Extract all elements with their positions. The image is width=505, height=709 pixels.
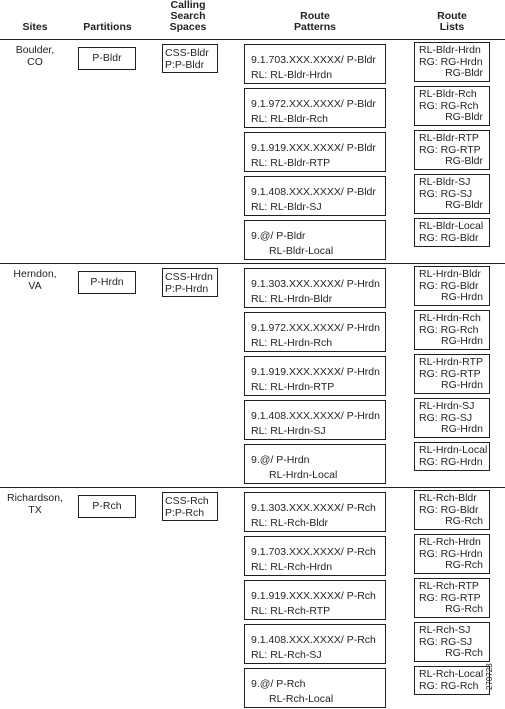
partition-box: P-Bldr xyxy=(78,47,136,70)
route-group-local: RG-Rch xyxy=(445,647,483,659)
route-group-local: RG-Hrdn xyxy=(440,379,483,391)
route-pattern: 9.1.919.XXX.XXXX/ P-Hrdn xyxy=(251,366,380,378)
header-partitions-label: Partitions xyxy=(83,21,132,33)
route-pattern: 9.1.408.XXX.XXXX/ P-Hrdn xyxy=(251,410,380,422)
route-list-box xyxy=(414,354,490,394)
route-list-box xyxy=(414,666,490,695)
route-pattern-route-list: RL-Hrdn-Local xyxy=(269,469,338,481)
route-group: RG: RG-Bldr xyxy=(419,279,479,292)
route-group-local: RG-Rch xyxy=(445,603,483,615)
route-list-box xyxy=(414,442,490,471)
route-group: RG: RG-Hrdn xyxy=(419,455,483,468)
route-list-box xyxy=(414,218,490,247)
css-name: CSS-Bldr xyxy=(165,47,209,59)
header-rp-line1: Route xyxy=(300,10,330,22)
route-list-box xyxy=(414,398,490,438)
route-pattern-route-list: RL: RL-Bldr-SJ xyxy=(251,201,322,213)
css-partition: P:P-Rch xyxy=(165,507,205,519)
route-group: RG: RG-RTP xyxy=(419,591,481,604)
section-divider xyxy=(0,39,505,40)
route-pattern-route-list: RL: RL-Hrdn-Bldr xyxy=(251,293,333,305)
route-group-local: RG-Bldr xyxy=(445,67,483,79)
route-pattern-route-list: RL: RL-Bldr-RTP xyxy=(251,157,331,169)
route-list-name: RL-Rch-RTP xyxy=(419,580,479,592)
route-pattern: 9.1.303.XXX.XXXX/ P-Rch xyxy=(251,502,376,514)
partition-box: P-Rch xyxy=(78,495,136,518)
route-pattern-box xyxy=(244,312,386,352)
css-name: CSS-Rch xyxy=(165,495,209,507)
header-rl-line2: Lists xyxy=(439,21,465,33)
route-group: RG: RG-Rch xyxy=(419,99,479,112)
site-name xyxy=(0,44,70,68)
route-pattern-route-list: RL: RL-Bldr-Hrdn xyxy=(251,69,333,81)
header-calling-search-spaces xyxy=(148,0,228,33)
route-group-local: RG-Hrdn xyxy=(440,291,483,303)
header-rp-line2: Patterns xyxy=(293,21,336,33)
route-pattern-box xyxy=(244,400,386,440)
route-group: RG: RG-Rch xyxy=(419,323,479,336)
route-pattern-box xyxy=(244,580,386,620)
route-group-local: RG-Bldr xyxy=(445,155,483,167)
route-pattern-route-list: RL: RL-Hrdn-SJ xyxy=(251,425,326,437)
route-pattern-box xyxy=(244,268,386,308)
route-list-box xyxy=(414,174,490,214)
route-pattern-route-list: RL: RL-Rch-Bldr xyxy=(251,517,329,529)
route-list-box xyxy=(414,622,490,662)
route-list-name: RL-Hrdn-Local xyxy=(419,444,488,456)
header-css-line3: Spaces xyxy=(169,21,207,33)
route-group-local: RG-Bldr xyxy=(445,111,483,123)
calling-search-space-box xyxy=(162,268,218,297)
css-name: CSS-Hrdn xyxy=(165,271,213,283)
header-sites xyxy=(0,0,70,33)
route-pattern-box xyxy=(244,176,386,216)
route-list-name: RL-Rch-SJ xyxy=(419,624,471,636)
route-pattern-box xyxy=(244,624,386,664)
route-group-local: RG-Hrdn xyxy=(440,423,483,435)
route-group-local: RG-Rch xyxy=(445,515,483,527)
css-partition: P:P-Hrdn xyxy=(165,283,209,295)
route-pattern: 9.1.408.XXX.XXXX/ P-Rch xyxy=(251,634,376,646)
route-group-local: RG-Rch xyxy=(445,559,483,571)
route-pattern: 9.@/ P-Hrdn xyxy=(251,454,310,466)
route-group: RG: RG-Hrdn xyxy=(419,55,483,68)
route-list-name: RL-Bldr-Hrdn xyxy=(419,44,481,56)
route-pattern: 9.1.972.XXX.XXXX/ P-Hrdn xyxy=(251,322,380,334)
route-list-box xyxy=(414,578,490,618)
header-rl-line1: Route xyxy=(437,10,467,22)
route-list-box xyxy=(414,534,490,574)
route-group-local: RG-Hrdn xyxy=(440,335,483,347)
calling-search-space-box xyxy=(162,492,218,521)
route-list-name: RL-Hrdn-Rch xyxy=(419,312,481,324)
route-group: RG: RG-Bldr xyxy=(419,231,479,244)
route-group: RG: RG-RTP xyxy=(419,143,481,156)
route-list-box xyxy=(414,130,490,170)
route-list-box xyxy=(414,266,490,306)
route-group: RG: RG-SJ xyxy=(419,187,473,200)
route-list-box xyxy=(414,42,490,82)
route-pattern-route-list: RL-Rch-Local xyxy=(269,693,334,705)
route-list-box xyxy=(414,310,490,350)
route-list-name: RL-Hrdn-Bldr xyxy=(419,268,481,280)
route-pattern-box xyxy=(244,88,386,128)
route-pattern-box xyxy=(244,220,386,260)
route-pattern-route-list: RL: RL-Hrdn-RTP xyxy=(251,381,335,393)
css-partition: P:P-Bldr xyxy=(165,59,205,71)
route-pattern-route-list: RL: RL-Rch-SJ xyxy=(251,649,322,661)
route-pattern-route-list: RL: RL-Rch-Hrdn xyxy=(251,561,333,573)
route-pattern-route-list: RL: RL-Rch-RTP xyxy=(251,605,331,617)
route-group: RG: RG-Bldr xyxy=(419,503,479,516)
route-pattern-box xyxy=(244,668,386,708)
site-name-line1: Boulder, xyxy=(15,44,55,56)
route-group: RG: RG-Rch xyxy=(419,679,479,692)
route-pattern: 9.1.408.XXX.XXXX/ P-Bldr xyxy=(251,186,376,198)
route-group: RG: RG-RTP xyxy=(419,367,481,380)
header-sites-label: Sites xyxy=(22,21,48,33)
site-name xyxy=(0,268,70,292)
calling-search-space-box xyxy=(162,44,218,73)
route-list-name: RL-Rch-Bldr xyxy=(419,492,477,504)
route-pattern: 9.1.972.XXX.XXXX/ P-Bldr xyxy=(251,98,376,110)
route-pattern: 9.@/ P-Rch xyxy=(251,678,306,690)
route-pattern-route-list: RL: RL-Bldr-Rch xyxy=(251,113,329,125)
route-list-name: RL-Rch-Hrdn xyxy=(419,536,481,548)
route-pattern-box xyxy=(244,44,386,84)
header-css-line2: Search xyxy=(170,10,206,22)
route-list-box xyxy=(414,86,490,126)
route-pattern-box xyxy=(244,536,386,576)
route-pattern: 9.1.919.XXX.XXXX/ P-Bldr xyxy=(251,142,376,154)
route-pattern: 9.1.703.XXX.XXXX/ P-Bldr xyxy=(251,54,376,66)
route-list-name: RL-Bldr-SJ xyxy=(419,176,471,188)
partition-box: P-Hrdn xyxy=(78,271,136,294)
site-name xyxy=(0,492,70,516)
route-pattern: 9.@/ P-Bldr xyxy=(251,230,306,242)
route-group-local: RG-Bldr xyxy=(445,199,483,211)
route-pattern: 9.1.703.XXX.XXXX/ P-Rch xyxy=(251,546,376,558)
route-list-name: RL-Bldr-RTP xyxy=(419,132,479,144)
header-route-patterns xyxy=(245,0,385,33)
route-list-name: RL-Rch-Local xyxy=(419,668,484,680)
route-pattern-box xyxy=(244,356,386,396)
header-css-line1: Calling xyxy=(170,0,206,11)
route-pattern: 9.1.919.XXX.XXXX/ P-Rch xyxy=(251,590,376,602)
site-name-line2: CO xyxy=(27,56,43,68)
route-list-box xyxy=(414,490,490,530)
route-pattern-route-list: RL-Bldr-Local xyxy=(269,245,334,257)
site-name-line2: TX xyxy=(28,504,42,516)
section-divider xyxy=(0,487,505,488)
route-list-name: RL-Hrdn-SJ xyxy=(419,400,475,412)
route-list-name: RL-Hrdn-RTP xyxy=(419,356,483,368)
site-name-line2: VA xyxy=(28,280,42,292)
route-pattern-box xyxy=(244,132,386,172)
header-route-lists xyxy=(413,0,491,33)
route-group: RG: RG-Hrdn xyxy=(419,547,483,560)
site-name-line1: Richardson, xyxy=(6,492,64,504)
route-group: RG: RG-SJ xyxy=(419,635,473,648)
route-list-name: RL-Bldr-Local xyxy=(419,220,484,232)
route-pattern-box xyxy=(244,444,386,484)
section-divider xyxy=(0,263,505,264)
route-pattern: 9.1.303.XXX.XXXX/ P-Hrdn xyxy=(251,278,380,290)
route-list-name: RL-Bldr-Rch xyxy=(419,88,477,100)
header-partitions xyxy=(70,0,145,33)
route-pattern-box xyxy=(244,492,386,532)
route-group: RG: RG-SJ xyxy=(419,411,473,424)
route-pattern-route-list: RL: RL-Hrdn-Rch xyxy=(251,337,333,349)
figure-code: 270723 xyxy=(485,663,494,690)
site-name-line1: Herndon, xyxy=(13,268,57,280)
